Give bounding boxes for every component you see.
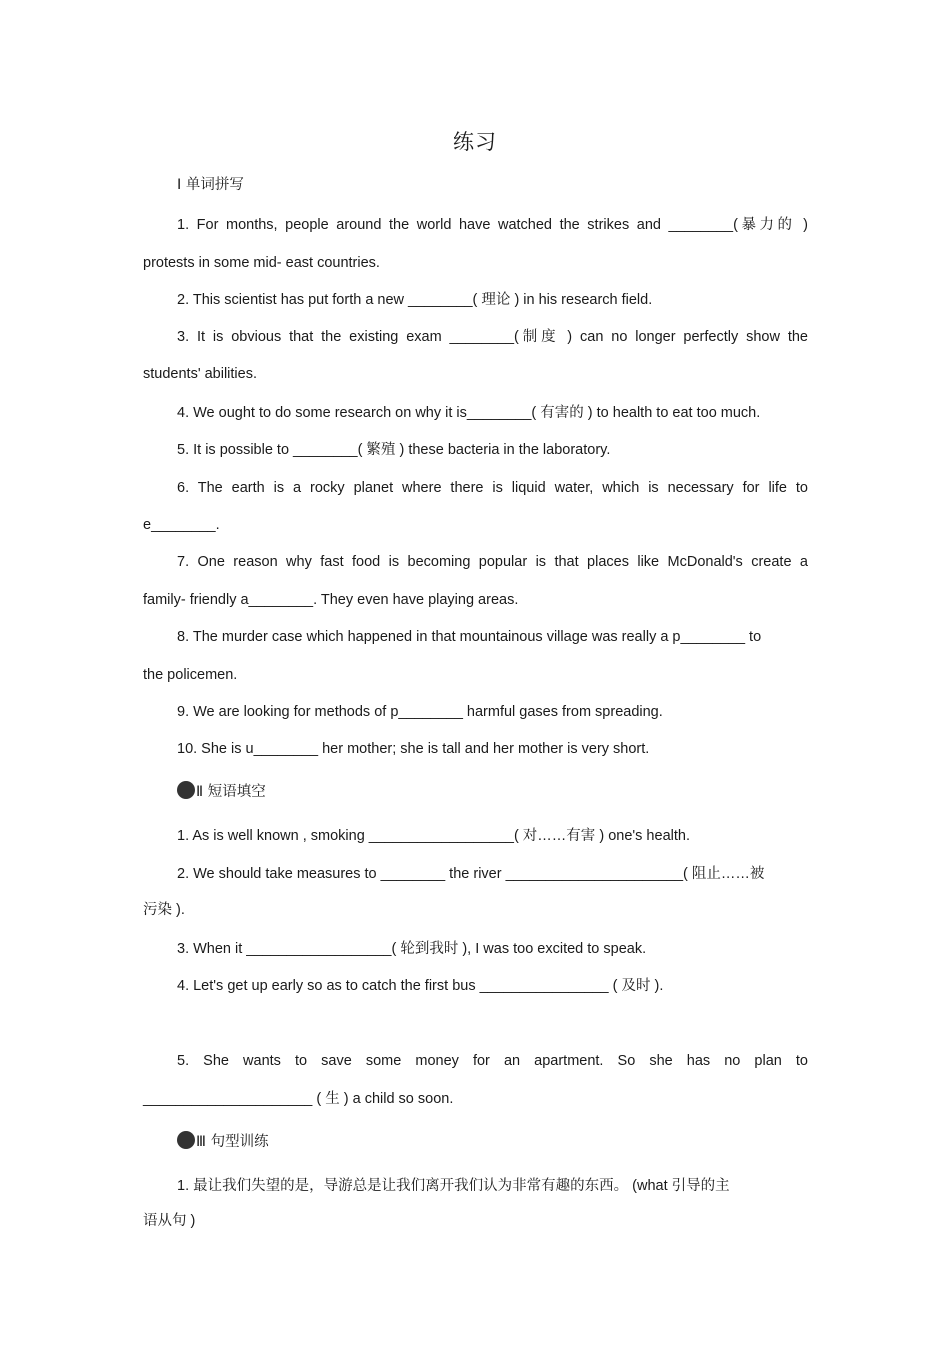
section-3-heading [177,1131,269,1152]
page-title: 练习 [453,130,497,154]
s1-q2: 2. This scientist has put forth a new ________( 理论 ) in his research field. [177,292,653,308]
bullet-icon [177,1131,195,1149]
s1-q10: 10. She is u________ her mother; she is tall and her mother is very short. [177,741,650,757]
s2-q1: 1. As is well known , smoking __________________( 对……有害 ) one's health. [177,828,690,844]
section-2-heading [177,781,266,802]
s1-q8-line2: the policemen. [143,667,238,683]
s1-q3-line1: 3. It is obvious that the existing exam ________(制度 ) can no longer perfectly show the [177,329,808,345]
s3-q1-line1: 1. 最让我们失望的是，导游总是让我们离开我们认为非常有趣的东西。 (what 引导的主 [177,1178,730,1194]
s2-q4: 4. Let's get up early so as to catch the first bus ________________ ( 及时 ). [177,978,664,994]
s1-q6-line1: 6. The earth is a rocky planet where there is liquid water, which is necessary for life to [177,480,808,496]
s1-q4: 4. We ought to do some research on why it is________( 有害的 ) to health to eat too much. [177,405,761,421]
s2-q5-line2: _____________________ ( 生 ) a child so soon. [143,1091,454,1107]
s1-q5: 5. It is possible to ________( 繁殖 ) these bacteria in the laboratory. [177,442,611,458]
section-2-heading-text: Ⅱ 短语填空 [196,784,266,800]
s3-q1-line2: 语从句 ) [143,1213,196,1229]
s2-q2-line2: 污染 ). [143,902,185,918]
bullet-icon [177,781,195,799]
s1-q8-line1: 8. The murder case which happened in that mountainous village was really a p________ to [177,629,762,645]
s1-q1-line2: protests in some mid- east countries. [143,255,380,271]
section-1-heading: Ⅰ 单词拼写 [177,177,244,193]
s2-q5-line1: 5. She wants to save some money for an apartment. So she has no plan to [177,1053,808,1069]
s1-q6-line2: e________. [143,517,220,533]
section-3-heading-text: Ⅲ 句型训练 [196,1134,269,1150]
s1-q7-line2: family- friendly a________. They even have playing areas. [143,592,519,608]
s2-q3: 3. When it __________________( 轮到我时 ), I was too excited to speak. [177,941,647,957]
s1-q3-line2: students' abilities. [143,366,257,382]
s1-q9: 9. We are looking for methods of p________ harmful gases from spreading. [177,704,663,720]
s1-q7-line1: 7. One reason why fast food is becoming popular is that places like McDonald's create a [177,554,808,570]
s2-q2-line1: 2. We should take measures to ________ the river ______________________( 阻止……被 [177,866,765,882]
s1-q1-line1: 1. For months, people around the world have watched the strikes and ________(暴力的 ) [177,217,808,233]
